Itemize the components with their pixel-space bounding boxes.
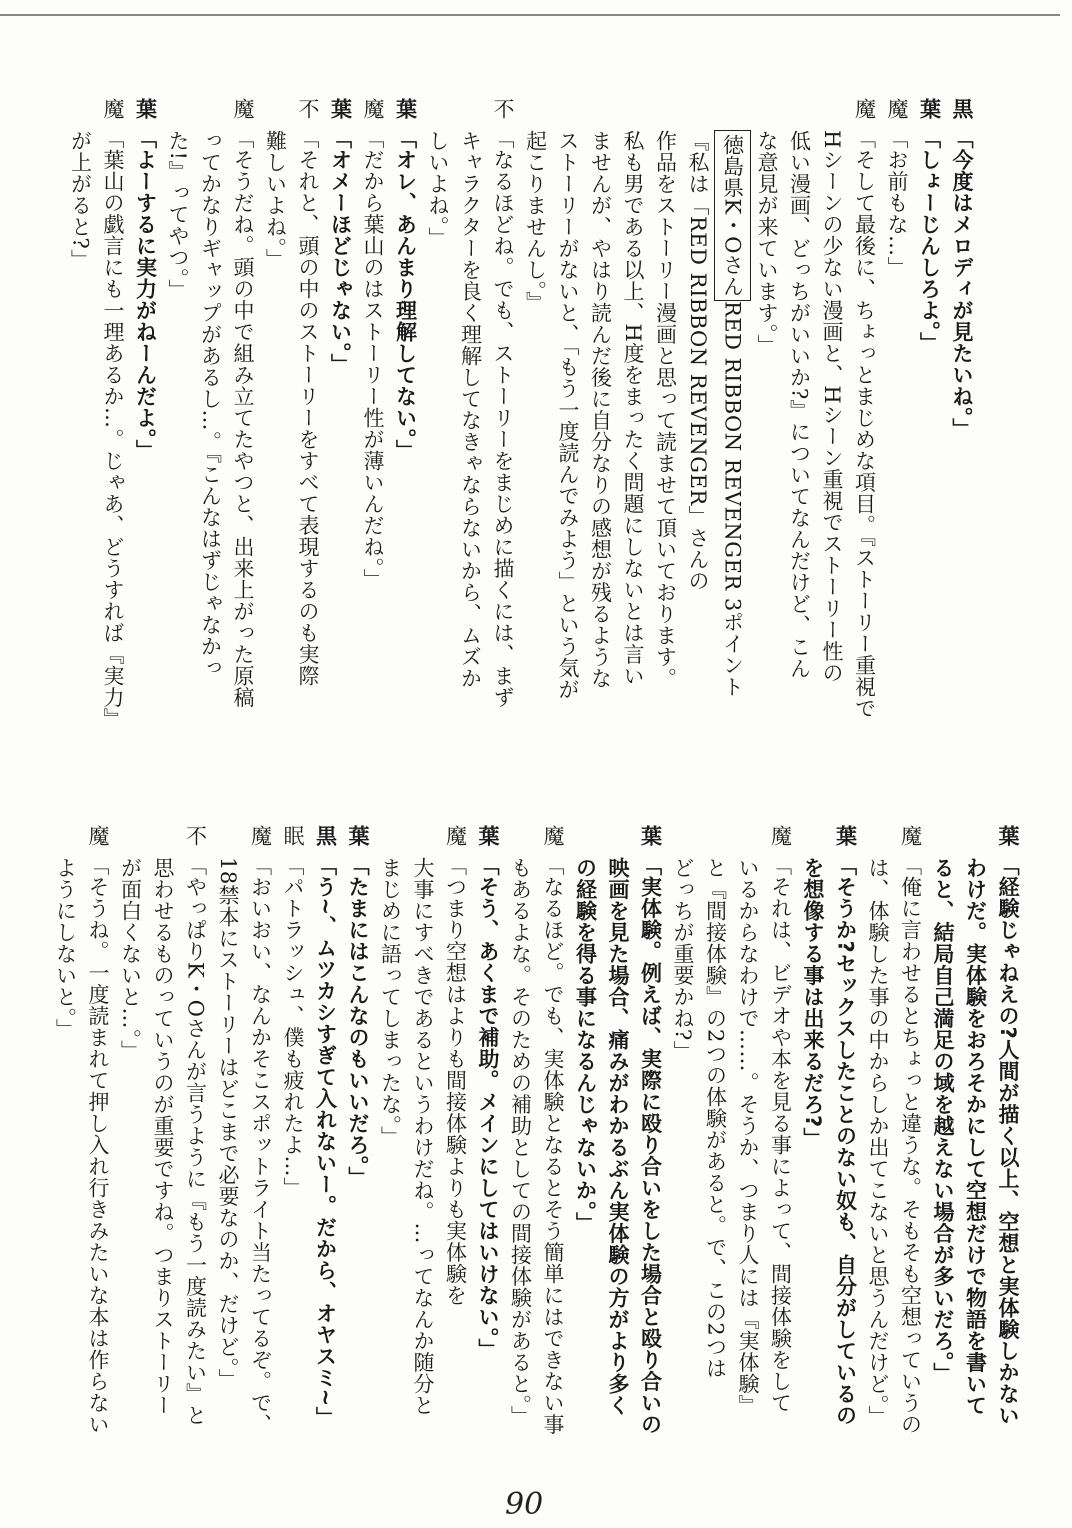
speaker-label: 葉 — [328, 98, 353, 120]
dialogue-text: 大事にすべきであるというわけだね。…ってなんか随分と — [411, 857, 435, 1416]
dialogue-text: 『私は「RED RIBBON REVENGER」さんの — [686, 130, 710, 592]
dialogue-line — [537, 825, 570, 1465]
dialogue-text: 「パトラッシュ、僕も疲れたよ…」 — [281, 854, 305, 1199]
dialogue-line — [829, 825, 862, 1465]
speaker-label: 葉 — [133, 98, 158, 120]
dialogue-text: Hシーンの少ない漫画と、Hシーン重視でストーリー性の — [820, 130, 844, 684]
dialogue-line — [82, 825, 115, 1465]
dialogue-line — [584, 98, 617, 723]
dialogue-line — [179, 825, 212, 1465]
dialogue-text: 「なるほど。でも、実体験となるとそう簡単にはできない事 — [541, 854, 565, 1435]
dialogue-text: 私も男である以上、H度をまったく問題にしないとは言い — [621, 130, 645, 687]
dialogue-line — [862, 825, 895, 1465]
dialogue-line — [439, 825, 472, 1465]
dialogue-line — [783, 98, 816, 723]
speaker-label: 魔 — [231, 98, 255, 120]
upper-dialogue-block — [64, 98, 978, 730]
speaker-label: 不 — [491, 98, 515, 120]
dialogue-text: まじめに語ってしまったな。」 — [378, 857, 403, 1148]
speaker-label: 葉 — [996, 825, 1020, 847]
dialogue-line — [147, 825, 180, 1465]
speaker-label: 黒 — [313, 825, 338, 847]
dialogue-text: 「だから葉山のはストーリー性が薄いんだね。」 — [361, 127, 385, 590]
dialogue-line — [649, 98, 682, 723]
dialogue-text: 「そして最後に、ちょっとまじめな項目。『ストーリー重視で — [852, 127, 877, 719]
dialogue-text: 「俺に言わせるとちょっと違うな。そもそも空想っていうの — [898, 854, 923, 1435]
dialogue-text: キャラクターを良く理解してなきゃならないから、ムズか — [458, 130, 483, 689]
dialogue-line — [407, 825, 440, 1465]
dialogue-text: ると、結局自己満足の域を越えない場合が多いだろ。」 — [931, 857, 955, 1384]
speaker-label: 葉 — [393, 98, 418, 120]
dialogue-line — [324, 98, 357, 723]
dialogue-text: ストーリーがないと、「もう一度読んでみよう」という気が — [556, 130, 580, 700]
dialogue-text: を想像する事は出来るだろ?」 — [801, 857, 825, 1150]
dialogue-line — [114, 825, 147, 1465]
dialogue-text: 作品をストーリー漫画と思って読ませて頂いております。 — [653, 130, 678, 689]
top-rule — [0, 14, 1060, 16]
dialogue-line — [797, 825, 830, 1465]
dialogue-text: の経験を得る事になるんじゃないか。」 — [573, 857, 598, 1234]
lower-dialogue-block — [49, 825, 1024, 1465]
dialogue-text: 低い漫画、どっちがいいか?』についてなんだけど、こん — [787, 130, 812, 680]
speaker-label: 葉 — [917, 98, 942, 120]
dialogue-text: 「なるほどね。でも、ストーリーをまじめに描くには、まず — [491, 127, 515, 708]
dialogue-text: が面白くないと…。」 — [118, 857, 143, 1062]
dialogue-text: 「オレ、あんまり理解してない。」 — [393, 127, 418, 461]
dialogue-line — [194, 98, 227, 723]
dialogue-line — [519, 98, 552, 723]
speaker-label: 黒 — [950, 98, 974, 120]
dialogue-text: 「そうだね。頭の中で組み立てたやつと、出来上がった原稿 — [231, 127, 255, 708]
dialogue-text: 「今度はメロディが見たいね。」 — [950, 127, 974, 440]
dialogue-text: 「お前もな…」 — [885, 127, 909, 278]
dialogue-text: もあるよな。そのための補助としての間接体験があると。」 — [508, 857, 533, 1427]
dialogue-text: 「やっぱりK・Oさんが言うように『もう一度読みたい』と — [183, 854, 208, 1426]
page-number: 90 — [505, 1487, 544, 1522]
dialogue-text: 映画を見た場合、痛みがわかるぶん実体験の方がより多く — [606, 857, 630, 1416]
speaker-label: 魔 — [101, 98, 125, 120]
dialogue-line — [881, 98, 914, 723]
dialogue-text: 「オメーほどじゃない。」 — [328, 127, 353, 375]
dialogue-text: 「そう、あくまで補助。メインにしてはいけない。」 — [476, 854, 500, 1360]
dialogue-text: どっちが重要かね?」 — [671, 857, 695, 1063]
dialogue-text: が上がると?」 — [68, 130, 93, 271]
dialogue-line — [946, 98, 979, 723]
dialogue-line — [342, 825, 375, 1465]
dialogue-text: と『間接体験』の2つの体験があると。で、この2つは — [703, 857, 728, 1380]
letter-heading-detail: RED RIBBON REVENGER 3ポイント — [720, 300, 745, 698]
dialogue-line — [259, 98, 292, 723]
dialogue-text: 「葉山の戯言にも一理あるか…。じゃあ、どうすれば『実力』 — [101, 127, 125, 730]
dialogue-text: 「しょーじんしろよ。」 — [917, 127, 942, 354]
dialogue-line — [472, 825, 505, 1465]
dialogue-text: な意見が来ています。」 — [755, 130, 779, 356]
dialogue-line — [212, 825, 245, 1465]
dialogue-text: 「よーするに実力がねーんだよ。」 — [133, 127, 158, 461]
dialogue-line — [129, 98, 162, 723]
dialogue-text: 「そうね。一度読まれて押し入れ行きみたいな本は作らない — [86, 854, 110, 1435]
speaker-label: 不 — [296, 98, 320, 120]
dialogue-text: 「そうか?セックスしたことのない奴も、自分がしているの — [833, 854, 858, 1427]
dialogue-text: 「それと、頭の中のストーリーをすべて表現するのも実際 — [296, 127, 320, 687]
speaker-label: 魔 — [898, 825, 923, 847]
speaker-label: 魔 — [443, 825, 468, 847]
dialogue-line — [487, 98, 520, 723]
dialogue-line — [64, 98, 97, 723]
speaker-label: 葉 — [346, 825, 370, 847]
dialogue-line — [309, 825, 342, 1465]
dialogue-line — [454, 98, 487, 723]
dialogue-line — [992, 825, 1025, 1465]
dialogue-text: 「つまり空想はよりも間接体験よりも実体験を — [443, 854, 468, 1306]
dialogue-text: 思わせるものっていうのが重要ですね。つまりストーリー — [151, 857, 175, 1416]
dialogue-line — [504, 825, 537, 1465]
dialogue-line — [764, 825, 797, 1465]
dialogue-text: 「実体験。例えば、実際に殴り合いをした場合と殴り合いの — [638, 854, 663, 1435]
dialogue-text: ませんが、やはり読んだ後に自分なりの感想が残るような — [588, 130, 613, 689]
speaker-label: 魔 — [361, 98, 385, 120]
dialogue-text: 「う~、ムツカシすぎて入れないー。だから、オヤスミ~」 — [313, 854, 338, 1429]
dialogue-text: 「それは、ビデオや本を見る事によって、間接体験をして — [768, 854, 793, 1414]
dialogue-text: 「おいおい、なんかそこスポットライト当たってるぞ。で、 — [248, 854, 273, 1435]
dialogue-line — [49, 825, 82, 1465]
dialogue-line — [162, 98, 195, 723]
dialogue-line — [374, 825, 407, 1465]
dialogue-text: 「経験じゃねえの?人間が描く以上、空想と実体験しかない — [996, 854, 1020, 1427]
dialogue-text: ようにしないと。」 — [53, 857, 78, 1040]
dialogue-line — [422, 98, 455, 723]
speaker-label: 魔 — [86, 825, 110, 847]
dialogue-line — [552, 98, 585, 723]
dialogue-line — [682, 98, 715, 723]
dialogue-line — [602, 825, 635, 1465]
dialogue-line — [913, 98, 946, 723]
dialogue-text: 起こりませんし。』 — [523, 130, 548, 313]
speaker-label: 魔 — [248, 825, 273, 847]
dialogue-line — [389, 98, 422, 723]
dialogue-line — [894, 825, 927, 1465]
speaker-label: 不 — [183, 825, 208, 847]
dialogue-line — [569, 825, 602, 1465]
speaker-label: 葉 — [833, 825, 858, 847]
speaker-label: 眠 — [281, 825, 305, 847]
dialogue-line — [848, 98, 881, 723]
dialogue-line — [292, 98, 325, 723]
dialogue-line — [667, 825, 700, 1465]
dialogue-text: いるからなわけで……。そうか、つまり人には『実体験』 — [736, 857, 760, 1416]
dialogue-text: わけだ。実体験をおろそかにして空想だけで物語を書いて — [963, 857, 988, 1416]
dialogue-line — [277, 825, 310, 1465]
dialogue-text: た!』ってやつ。」 — [166, 130, 190, 301]
dialogue-text: しいよね。」 — [426, 130, 450, 249]
dialogue-text: 難しいよね。」 — [263, 130, 288, 270]
dialogue-line — [751, 98, 784, 723]
dialogue-line — [699, 825, 732, 1465]
dialogue-text: 18禁本にストーリーはどこまで必要なのか、だけど。」 — [216, 857, 240, 1391]
speaker-label: 魔 — [852, 98, 877, 120]
dialogue-line — [816, 98, 849, 723]
dialogue-line — [227, 98, 260, 723]
dialogue-line — [244, 825, 277, 1465]
speaker-label: 葉 — [476, 825, 500, 847]
speaker-label: 魔 — [768, 825, 793, 847]
dialogue-line — [732, 825, 765, 1465]
speaker-label: 葉 — [638, 825, 663, 847]
dialogue-line — [927, 825, 960, 1465]
dialogue-text: ってかなりギャップがあるし…。『こんなはずじゃなかっ — [198, 130, 223, 679]
dialogue-line — [357, 98, 390, 723]
dialogue-line — [634, 825, 667, 1465]
letter-heading-box: 徳島県K・Oさん — [714, 130, 751, 301]
speaker-label: 魔 — [885, 98, 909, 120]
dialogue-line — [714, 98, 751, 723]
dialogue-line — [959, 825, 992, 1465]
speaker-label: 魔 — [541, 825, 565, 847]
dialogue-text: 「たまにはこんなのもいいだろ。」 — [346, 854, 370, 1188]
dialogue-line — [617, 98, 650, 723]
dialogue-text: は、体験した事の中からしか出てこないと思うんだけど。」 — [866, 857, 890, 1427]
dialogue-line — [97, 98, 130, 730]
